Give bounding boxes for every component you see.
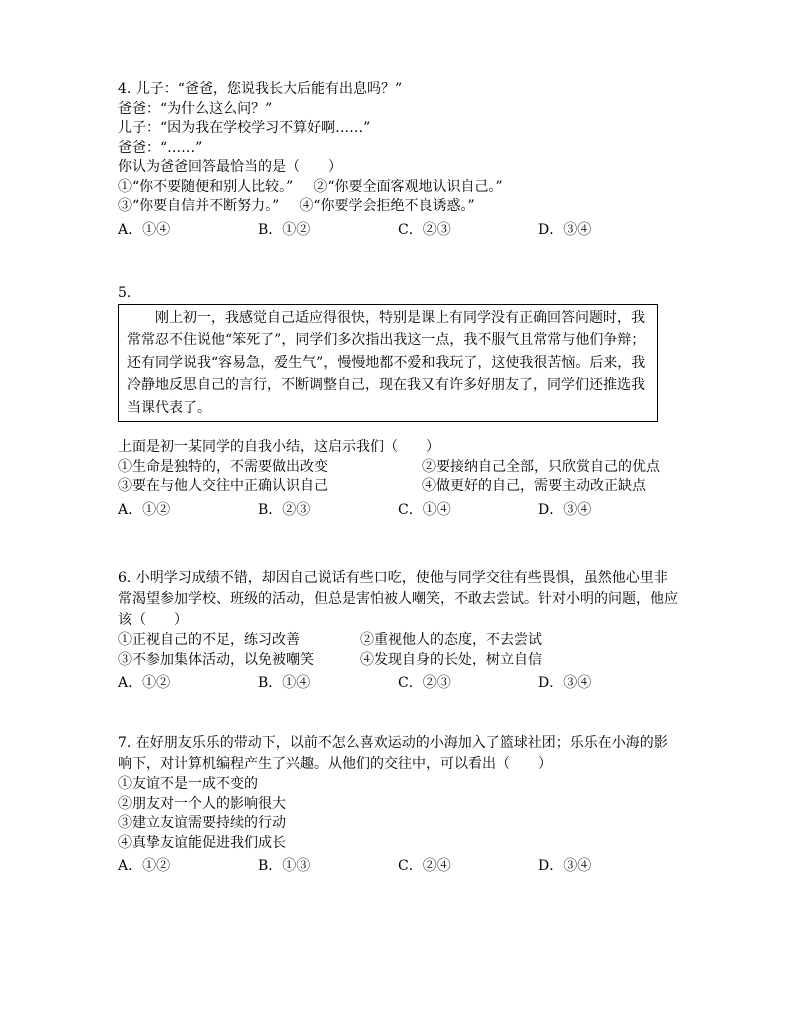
q7-choice-3: ③建立友谊需要持续的行动 xyxy=(118,815,286,831)
q5-option-d[interactable]: D．③④ xyxy=(538,501,592,518)
q4-option-a[interactable]: A．①④ xyxy=(118,221,171,238)
q6-choice-4: ④发现自身的长处，树立自信 xyxy=(360,651,542,668)
q5-options xyxy=(118,501,678,521)
q4-line: 儿子：“因为我在学校学习不算好啊……” xyxy=(118,120,371,136)
q5-choice-3: ③要在与他人交往中正确认识自己 xyxy=(118,478,328,494)
q6-option-c[interactable]: C．②③ xyxy=(398,675,451,691)
q5-number: 5. xyxy=(118,285,132,301)
q5-choice-1: ①生命是独特的，不需要做出改变 xyxy=(118,458,328,475)
question-4 xyxy=(118,80,678,240)
q5-stem: 上面是初一某同学的自我小结，这启示我们（ ） xyxy=(118,439,440,455)
q6-choice-1: ①正视自己的不足，练习改善 xyxy=(118,632,300,648)
q7-option-d[interactable]: D．③④ xyxy=(538,858,592,874)
q6-choice-row xyxy=(118,651,678,671)
q6-choice-3: ③不参加集体活动，以免被嘲笑 xyxy=(118,651,314,668)
q4-option-d[interactable]: D．③④ xyxy=(538,221,592,238)
q5-passage-box xyxy=(118,304,658,423)
q7-option-b[interactable]: B．①③ xyxy=(258,858,311,874)
q6-choice-2: ②重视他人的态度，不去尝试 xyxy=(360,632,542,648)
q7-option-c[interactable]: C．②④ xyxy=(398,858,451,874)
q5-choice-row xyxy=(118,458,678,478)
q4-option-b[interactable]: B．①② xyxy=(258,221,311,238)
q5-choice-row xyxy=(118,477,678,497)
q7-choice-1: ①友谊不是一成不变的 xyxy=(118,776,258,792)
q7-stem: 7. 在好朋友乐乐的带动下，以前不怎么喜欢运动的小海加入了篮球社团；乐乐在小海的影响下，对计算机编程产生了兴趣。从他们的交往中，可以看出（ ） xyxy=(118,735,668,772)
q4-stem: 你认为爸爸回答最恰当的是（ ） xyxy=(118,159,342,175)
q5-choice-4: ④做更好的自己，需要主动改正缺点 xyxy=(422,478,646,494)
q6-option-d[interactable]: D．③④ xyxy=(538,675,592,691)
q4-choice-3: ③“你要自信并不断努力。” xyxy=(118,198,280,214)
q4-line: 爸爸：“为什么这么问？” xyxy=(118,100,273,117)
q7-choice-4: ④真挚友谊能促进我们成长 xyxy=(118,834,286,851)
q5-option-b[interactable]: B．②③ xyxy=(258,501,311,518)
q6-stem: 6. 小明学习成绩不错，却因自己说话有些口吃，使他与同学交往有些畏惧，虽然他心里非常渴望参加学校、班级的活动，但总是害怕被人嘲笑，不敢去尝试。针对小明的问题，他应该（ ） xyxy=(118,570,678,628)
q4-choice-4: ④“你要学会拒绝不良诱惑。” xyxy=(299,198,475,214)
question-7 xyxy=(118,733,678,877)
q7-choice-2: ②朋友对一个人的影响很大 xyxy=(118,795,286,812)
q6-choice-row xyxy=(118,631,678,651)
q7-option-a[interactable]: A．①② xyxy=(118,858,171,874)
q5-choice-2: ②要接纳自己全部，只欣赏自己的优点 xyxy=(422,458,660,475)
q6-options xyxy=(118,674,678,694)
q4-choice-2: ②“你要全面客观地认识自己。” xyxy=(313,178,503,195)
q4-choice-row xyxy=(118,178,678,198)
q6-option-a[interactable]: A．①② xyxy=(118,675,171,691)
q7-options xyxy=(118,857,678,877)
q5-passage: 刚上初一，我感觉自己适应得很快，特别是课上有同学没有正确回答问题时，我常常忍不住说他“笨死了”，同学们多次指出我这一点，我不服气且常常与他们争辩；还有同学说我“容易急，爱生气”，慢慢地都不爱和我玩了，这使我很苦恼。后来，我冷静地反思自己的言行，不断调整自己，现在我又有许多好朋友了，同学们还推选我当课代表了。 xyxy=(127,309,646,416)
q5-option-c[interactable]: C．①④ xyxy=(398,501,451,518)
q5-option-a[interactable]: A．①② xyxy=(118,501,171,518)
q4-line: 爸爸：“……” xyxy=(118,139,203,156)
q4-line: 4. 儿子：“爸爸，您说我长大后能有出息吗？” xyxy=(118,81,403,97)
q4-options xyxy=(118,221,678,241)
q4-choice-1: ①“你不要随便和别人比较。” xyxy=(118,178,294,195)
question-6 xyxy=(118,568,678,694)
q4-option-c[interactable]: C．②③ xyxy=(398,221,451,238)
q4-choice-row xyxy=(118,197,678,217)
q6-option-b[interactable]: B．①④ xyxy=(258,675,311,691)
question-5 xyxy=(118,284,678,520)
